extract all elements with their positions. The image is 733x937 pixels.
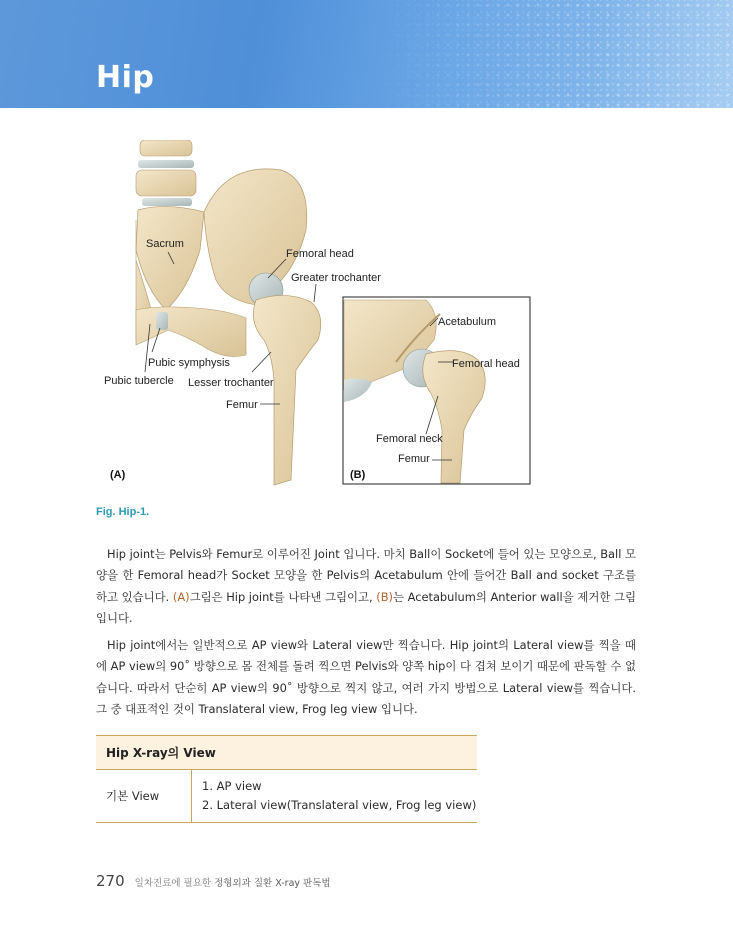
- panel-a-letter: (A): [110, 469, 126, 481]
- paragraph-2: Hip joint에서는 일반적으로 AP view와 Lateral view만 찍습니다. Hip joint의 Lateral view를 찍을 때에 AP view의 90˚ 방향으로 몸 전체를 돌려 찍으면 Pelvis와 양쪽 hip이 다 겹쳐 보이기 때문에 판독할 수 없습니다. 따라서 단순히 AP view의 90˚ 방향으로 찍지 않고, 여러 가지 방법으로 Lateral view를 찍습니다. 그 중 대표적인 것이 Translateral view, Frog leg view 입니다.: [96, 638, 636, 717]
- panel-b: [343, 297, 530, 484]
- hip-anatomy-figure: [96, 140, 536, 488]
- hip-anatomy-illustration: [96, 140, 536, 488]
- chapter-header: [0, 0, 733, 108]
- table-row-key: 기본 View: [96, 770, 192, 822]
- panel-a: [104, 140, 381, 485]
- chapter-title: Hip: [96, 60, 155, 95]
- label-femoral-head-b: Femoral head: [452, 358, 520, 370]
- disc-1: [138, 160, 194, 168]
- vertebra-1: [140, 140, 192, 156]
- view-item-1: 1. AP view: [202, 779, 262, 793]
- label-greater-trochanter: Greater trochanter: [291, 272, 381, 284]
- view-item-2: 2. Lateral view(Translateral view, Frog leg view): [202, 798, 477, 812]
- disc-2: [142, 198, 192, 206]
- paragraph-1: [96, 544, 636, 629]
- label-femur-b: Femur: [398, 453, 430, 465]
- panel-b-letter: (B): [350, 469, 366, 481]
- table-row-value: [192, 770, 477, 822]
- pubis: [136, 307, 246, 357]
- hip-xray-view-table: [96, 735, 477, 823]
- femur-a: [253, 295, 320, 485]
- highlight-a: (A): [172, 589, 190, 604]
- label-pubic-tubercle: Pubic tubercle: [104, 375, 174, 387]
- label-acetabulum: Acetabulum: [438, 316, 497, 328]
- label-sacrum: Sacrum: [146, 238, 184, 250]
- paragraph-1-text-b: 그림은 Hip joint를 나타낸 그림이고,: [189, 589, 377, 604]
- paragraph-1-text-a: Hip joint는 Pelvis와 Femur로 이루어진 Joint 입니다. 마치 Ball이 Socket에 들어 있는 모양으로, Ball 모양을 한 Femoral head가 Socket 모양을 한 Pelvis의 Acetabulum 안에 들어간 Ball and socket 구조를 하고 있습니다.: [96, 547, 636, 604]
- leader-lesser-trochanter: [252, 352, 271, 372]
- label-femoral-neck: Femoral neck: [376, 433, 443, 445]
- book-title: [135, 875, 331, 889]
- label-lesser-trochanter: Lesser trochanter: [188, 377, 274, 389]
- header-pattern: [373, 0, 733, 108]
- highlight-b: (B): [376, 589, 393, 604]
- page-number: 270: [96, 872, 125, 890]
- label-femur-a: Femur: [226, 399, 258, 411]
- book-title-main: 정형외과 질환 X-ray 판독법: [214, 878, 331, 889]
- leader-greater-trochanter: [314, 284, 316, 302]
- table-row: [96, 770, 477, 822]
- book-title-prefix: 일차진료에 필요한: [134, 878, 215, 889]
- body-text: [96, 544, 636, 726]
- label-femoral-head-a: Femoral head: [286, 248, 354, 260]
- page-footer: [96, 872, 331, 890]
- vertebra-2: [136, 170, 196, 196]
- table-header: Hip X-ray의 View: [96, 736, 477, 770]
- figure-caption: Fig. Hip-1.: [96, 506, 150, 518]
- paragraph-1-text-c: 는 Acetabulum의 Anterior wall을 제거한 그림입니다.: [96, 589, 636, 625]
- label-pubic-symphysis: Pubic symphysis: [148, 357, 230, 369]
- pubic-symphysis-disc: [156, 312, 168, 330]
